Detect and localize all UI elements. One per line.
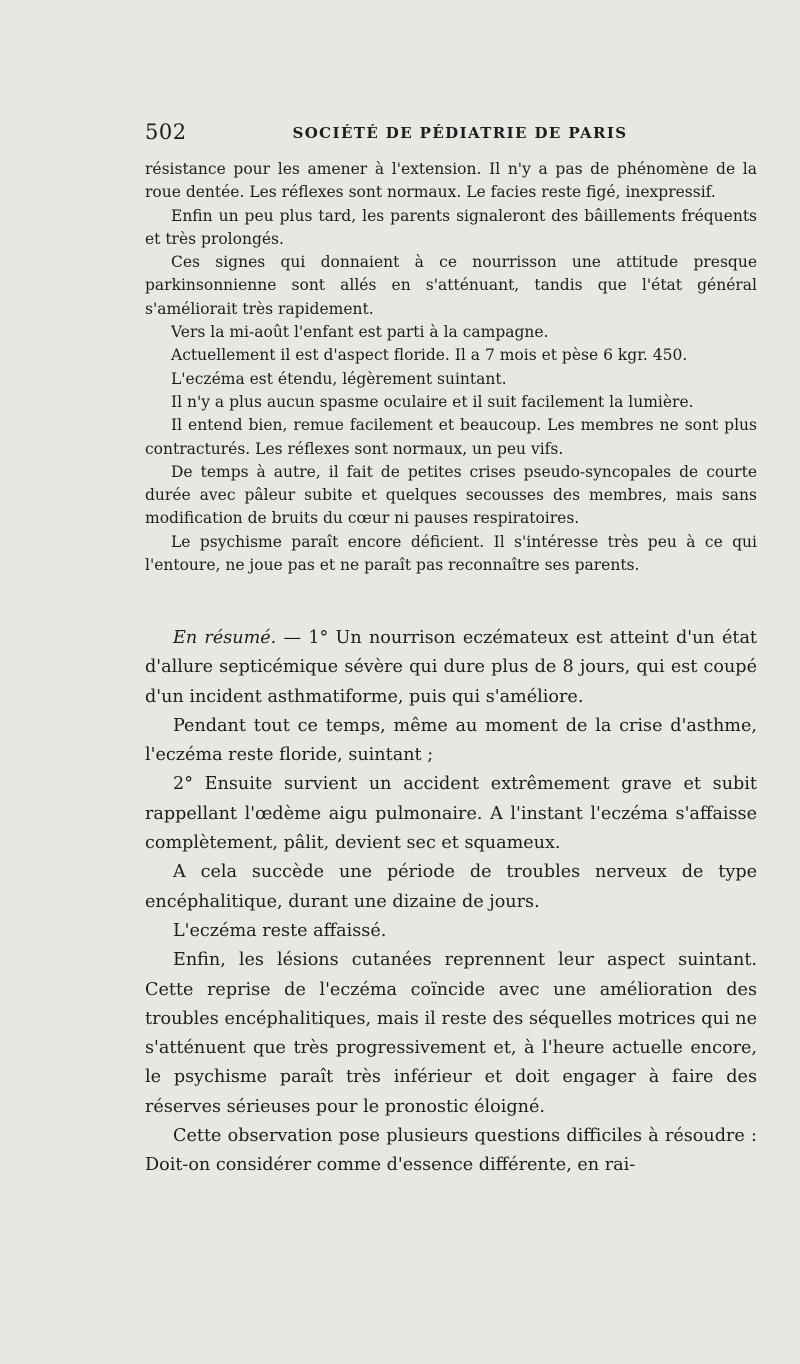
paragraph: Ces signes qui donnaient à ce nourrisson une attitude presque parkinsonnienne sont allés en s'atténuant, tandis que l'état général s'améliorait très rapidement.: [145, 253, 757, 318]
summary-paragraph: L'eczéma reste affaissé.: [173, 920, 387, 941]
paragraph: Le psychisme paraît encore déficient. Il s'intéresse très peu à ce qui l'entoure, ne joue pas et ne paraît pas reconnaître ses parents.: [145, 532, 757, 575]
summary-paragraph: 2° Ensuite survient un accident extrêmement grave et subit rappellant l'œdème aigu pulmonaire. A l'instant l'eczéma s'affaisse complètement, pâlit, devient sec et squameux.: [145, 774, 757, 854]
summary-section: [145, 624, 757, 1181]
summary-paragraph: Pendant tout ce temps, même au moment de la crise d'asthme, l'eczéma reste floride, suintant ;: [145, 715, 757, 766]
page-header: [145, 120, 755, 150]
paragraph: Vers la mi-août l'enfant est parti à la campagne.: [171, 323, 549, 342]
summary-first-text: — 1° Un nourrison eczémateux est atteint d'un état d'allure septicémique sévère qui dure plus de 8 jours, qui est coupé d'un incident asthmatiforme, puis qui s'améliore.: [145, 628, 758, 707]
paragraph: L'eczéma est étendu, légèrement suintant.: [171, 369, 507, 388]
running-title: SOCIÉTÉ DE PÉDIATRIE DE PARIS: [292, 124, 628, 142]
summary-paragraph: A cela succède une période de troubles nerveux de type encéphalitique, durant une dizaine de jours.: [145, 862, 757, 912]
case-observation-text: [145, 158, 757, 577]
paragraph: résistance pour les amener à l'extension. Il n'y a pas de phénomène de la roue dentée. Les réflexes sont normaux. Le facies reste figé, inexpressif.: [145, 160, 757, 202]
summary-lead: En résumé.: [173, 628, 277, 648]
paragraph: Actuellement il est d'aspect floride. Il a 7 mois et pèse 6 kgr. 450.: [171, 346, 688, 365]
paragraph: Il n'y a plus aucun spasme oculaire et il suit facilement la lumière.: [171, 392, 694, 411]
summary-paragraph: Cette observation pose plusieurs questions difficiles à résoudre : Doit-on considérer comme d'essence différente, en rai-: [145, 1126, 757, 1176]
paragraph: Enfin un peu plus tard, les parents signaleront des bâillements fréquents et très prolongés.: [145, 206, 757, 248]
summary-paragraph: [145, 624, 757, 712]
paragraph: Il entend bien, remue facilement et beaucoup. Les membres ne sont plus contracturés. Les réflexes sont normaux, un peu vifs.: [145, 416, 757, 458]
page-number: 502: [145, 120, 187, 144]
summary-paragraph: Enfin, les lésions cutanées reprennent leur aspect suintant. Cette reprise de l'eczéma coïncide avec une amélioration des troubles encéphalitiques, mais il reste des séquelles motrices qui ne s'atténuent que très progressivement et, à l'heure actuelle encore, le psychisme paraît très inférieur et doit engager à faire des réserves sérieuses pour le pronostic éloigné.: [145, 950, 757, 1117]
paragraph: De temps à autre, il fait de petites crises pseudo-syncopales de courte durée avec pâleur subite et quelques secousses des membres, mais sans modification de bruits du cœur ni pauses respiratoires.: [145, 462, 757, 528]
